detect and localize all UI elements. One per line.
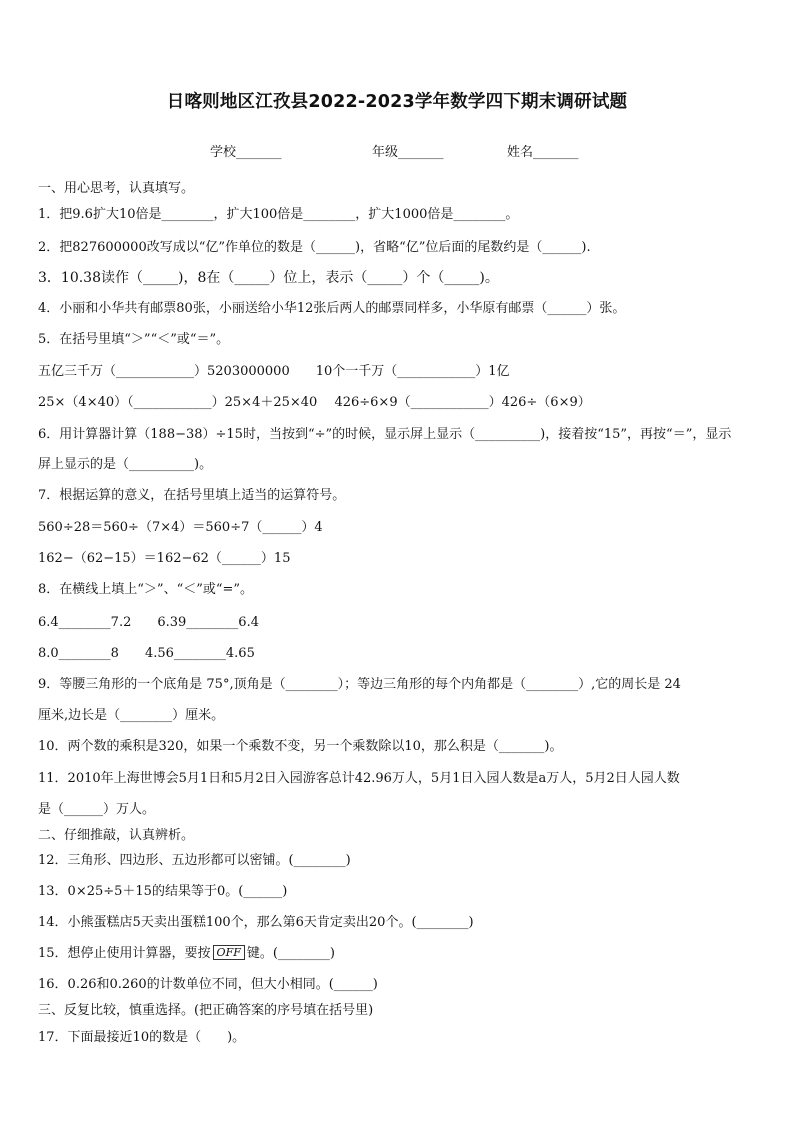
- question-14: 14．小熊蛋糕店5天卖出蛋糕100个，那么第6天肯定卖出20个。(________): [38, 915, 474, 930]
- question-5-row-1: 五亿三千万（____________）5203000000 10个一千万（____________）1亿: [38, 364, 510, 379]
- calculator-off-key: OFF: [213, 945, 245, 960]
- question-7-row-1: 560÷28＝560÷（7×4）＝560÷7（______）4: [38, 520, 323, 535]
- question-17: 17．下面最接近10的数是（ )。: [38, 1030, 246, 1045]
- question-2: 2．把827600000改写成以“亿”作单位的数是（______)，省略“亿”位后面的尾数约是（______).: [38, 240, 591, 255]
- question-6-cont: 屏上显示的是（__________)。: [38, 457, 213, 472]
- question-3: 3．10.38读作（_____)，8在（_____）位上，表示（_____）个（_____)。: [38, 270, 499, 286]
- question-7-row-2: 162−（62−15）＝162−62（______）15: [38, 551, 291, 566]
- question-4: 4．小丽和小华共有邮票80张，小丽送给小华12张后两人的邮票同样多，小华原有邮票（______）张。: [38, 301, 626, 316]
- question-16: 16．0.26和0.260的计数单位不同，但大小相同。(______): [38, 977, 378, 992]
- question-7: 7．根据运算的意义，在括号里填上适当的运算符号。: [38, 488, 346, 503]
- school-field: 学校_______: [210, 145, 282, 160]
- question-8-row-2: 8.0________8 4.56________4.65: [38, 646, 255, 661]
- question-9-cont: 厘米,边长是（________）厘米。: [38, 708, 225, 723]
- question-11: 11．2010年上海世博会5月1日和5月2日入园游客总计42.96万人，5月1日入园人数是a万人，5月2日人园人数: [38, 771, 680, 786]
- section-2-heading: 二、仔细推敲，认真辨析。: [38, 828, 195, 843]
- question-15: [38, 945, 768, 963]
- question-15-tail: 键。(________): [246, 946, 335, 961]
- question-9: 9．等腰三角形的一个底角是 75°,顶角是（________）；等边三角形的每个内角都是（________）,它的周长是 24: [38, 677, 681, 692]
- page-title: 日喀则地区江孜县2022-2023学年数学四下期末调研试题: [166, 92, 628, 112]
- name-field: 姓名_______: [507, 145, 579, 160]
- question-10: 10．两个数的乘积是320，如果一个乘数不变，另一个乘数除以10，那么积是（_______)。: [38, 739, 563, 754]
- question-15-text: 15．想停止使用计算器，要按: [38, 946, 211, 961]
- question-11-cont: 是（______）万人。: [38, 802, 156, 817]
- grade-field: 年级_______: [372, 145, 444, 160]
- question-12: 12．三角形、四边形、五边形都可以密铺。(________): [38, 853, 351, 868]
- question-6: 6．用计算器计算（188−38）÷15时，当按到“÷”的时候，显示屏上显示（__________)，接着按“15”，再按“＝”，显示: [38, 427, 732, 442]
- section-3-heading: 三、反复比较，慎重选择。(把正确答案的序号填在括号里): [38, 1003, 374, 1018]
- question-5-row-2: 25×（4×40）（____________）25×4＋25×40 426÷6×9（____________）426÷（6×9）: [38, 395, 591, 410]
- question-8-row-1: 6.4________7.2 6.39________6.4: [38, 615, 259, 630]
- question-13: 13．0×25÷5＋15的结果等于0。(______): [38, 884, 288, 899]
- question-1: 1．把9.6扩大10倍是________，扩大100倍是________，扩大1000倍是________。: [38, 207, 519, 222]
- section-1-heading: 一、用心思考，认真填写。: [38, 181, 195, 196]
- question-8: 8．在横线上填上“＞”、“＜”或“=”。: [38, 582, 254, 597]
- question-5: 5．在括号里填“＞”“＜”或“＝”。: [38, 332, 230, 347]
